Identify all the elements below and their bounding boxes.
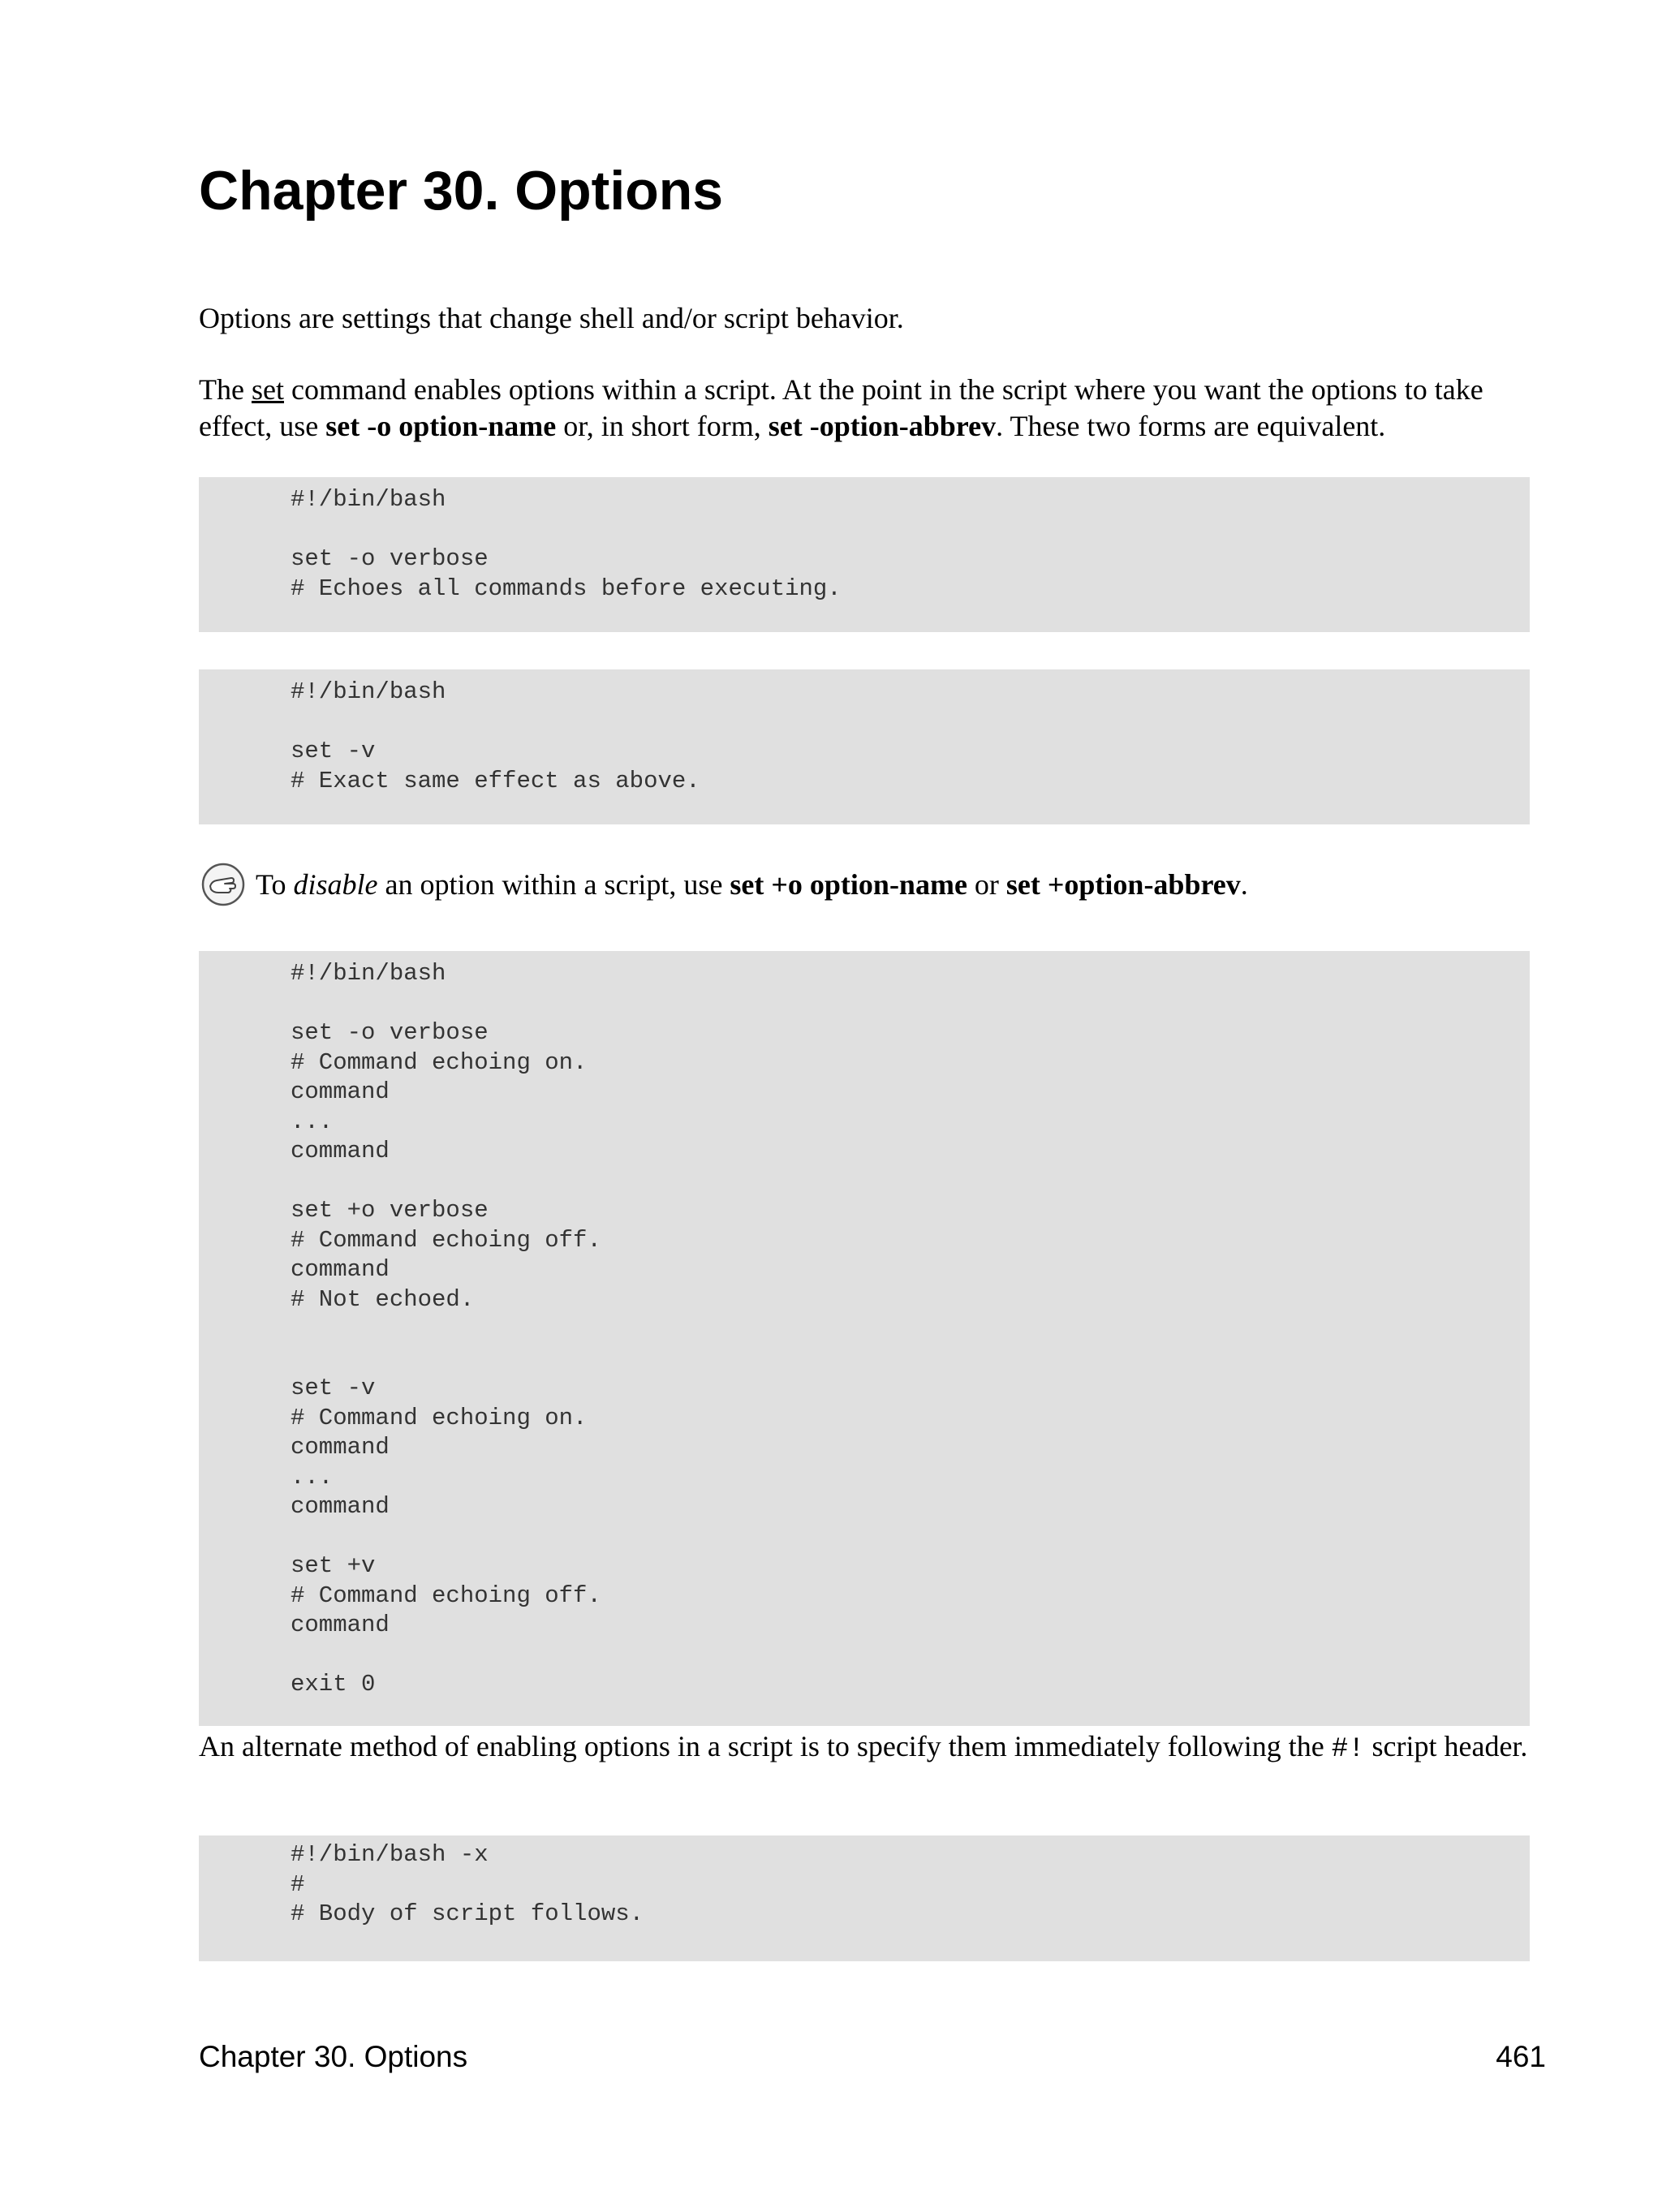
inline-code: #! bbox=[1331, 1734, 1365, 1765]
bold-term: set +option-abbrev bbox=[1005, 868, 1241, 901]
text: To bbox=[256, 868, 294, 901]
text: or, in short form, bbox=[556, 410, 769, 442]
text: command enables options within a script. At the point in the script where you want the options to take effect, use bbox=[199, 373, 1483, 442]
set-link[interactable]: set bbox=[251, 373, 284, 406]
bold-term: set -o option-name bbox=[325, 410, 557, 442]
code-text: #!/bin/bash set -o verbose # Command echoing on. command ... command set +o verbose # Command echoing off. command # Not echoed. set -v # Command echoing on. command ... command set +v # Command echoing off. command exit 0 bbox=[291, 960, 601, 1698]
code-block-1 bbox=[199, 477, 1530, 632]
footer-page-number: 461 bbox=[1496, 2040, 1546, 2073]
bold-term: set -option-abbrev bbox=[768, 410, 997, 442]
text: . These two forms are equivalent. bbox=[996, 410, 1386, 442]
set-paragraph bbox=[199, 372, 1546, 445]
footer-chapter-title: Chapter 30. Options bbox=[199, 2040, 468, 2073]
bold-term: set +o option-name bbox=[730, 868, 967, 901]
text: script header. bbox=[1364, 1730, 1528, 1762]
text: . bbox=[1240, 868, 1248, 901]
code-block-3 bbox=[199, 951, 1530, 1726]
code-text: #!/bin/bash set -o verbose # Echoes all commands before executing. bbox=[291, 486, 842, 602]
code-block-4 bbox=[199, 1835, 1530, 1961]
text: An alternate method of enabling options in a script is to specify them immediately following the bbox=[199, 1730, 1332, 1762]
italic-term: disable bbox=[293, 868, 378, 901]
code-text: #!/bin/bash -x # # Body of script follows. bbox=[291, 1841, 644, 1927]
page-title: Chapter 30. Options bbox=[199, 160, 724, 222]
pointing-hand-icon bbox=[200, 862, 246, 907]
text: or bbox=[967, 868, 1006, 901]
note-paragraph bbox=[256, 867, 1603, 903]
alternate-paragraph bbox=[199, 1728, 1546, 1768]
code-block-2 bbox=[199, 669, 1530, 824]
text: The bbox=[199, 373, 252, 406]
intro-paragraph: Options are settings that change shell and/or script behavior. bbox=[199, 302, 904, 334]
text: an option within a script, use bbox=[377, 868, 730, 901]
code-text: #!/bin/bash set -v # Exact same effect as above. bbox=[291, 678, 700, 794]
